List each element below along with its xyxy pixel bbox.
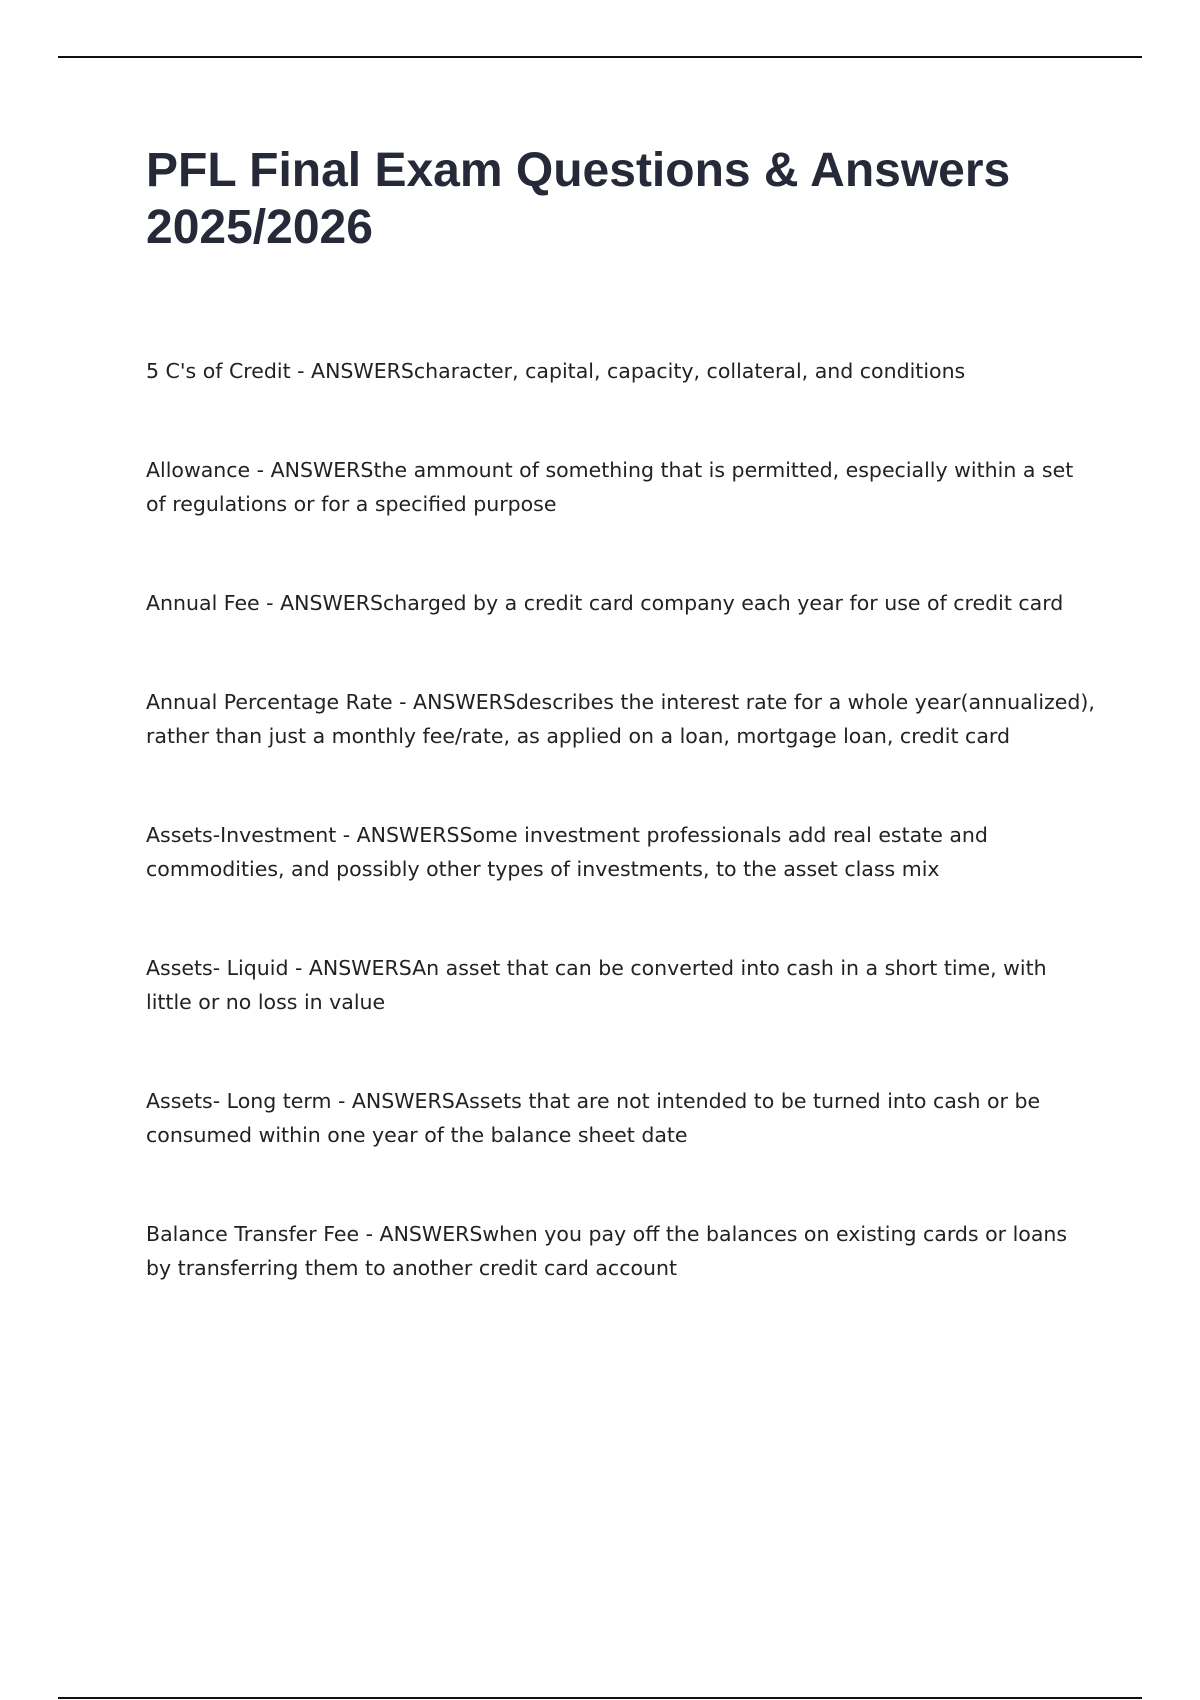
qa-entry: Assets- Liquid - ANSWERSAn asset that can be converted into cash in a short time, with little or no loss in value bbox=[146, 956, 1047, 1014]
qa-entry: Annual Percentage Rate - ANSWERSdescribes the interest rate for a whole year(annualized), rather than just a monthly fee/rate, as applied on a loan, mortgage loan, credit card bbox=[146, 690, 1095, 748]
qa-entry: Assets-Investment - ANSWERSSome investment professionals add real estate and commodities, and possibly other types of investments, to the asset class mix bbox=[146, 823, 988, 881]
qa-entry: Allowance - ANSWERSthe ammount of something that is permitted, especially within a set of regulations or for a specified purpose bbox=[146, 458, 1074, 516]
qa-list bbox=[146, 354, 1096, 1350]
page-title: PFL Final Exam Questions & Answers 2025/2026 bbox=[146, 144, 1011, 254]
qa-entry: Annual Fee - ANSWERScharged by a credit card company each year for use of credit card bbox=[146, 591, 1064, 615]
top-rule bbox=[58, 56, 1142, 58]
qa-entry: Assets- Long term - ANSWERSAssets that are not intended to be turned into cash or be consumed within one year of the balance sheet date bbox=[146, 1089, 1041, 1147]
qa-entry: Balance Transfer Fee - ANSWERSwhen you pay off the balances on existing cards or loans by transferring them to another credit card account bbox=[146, 1222, 1068, 1280]
bottom-rule bbox=[58, 1697, 1142, 1699]
qa-entry: 5 C's of Credit - ANSWERScharacter, capital, capacity, collateral, and conditions bbox=[146, 359, 966, 383]
